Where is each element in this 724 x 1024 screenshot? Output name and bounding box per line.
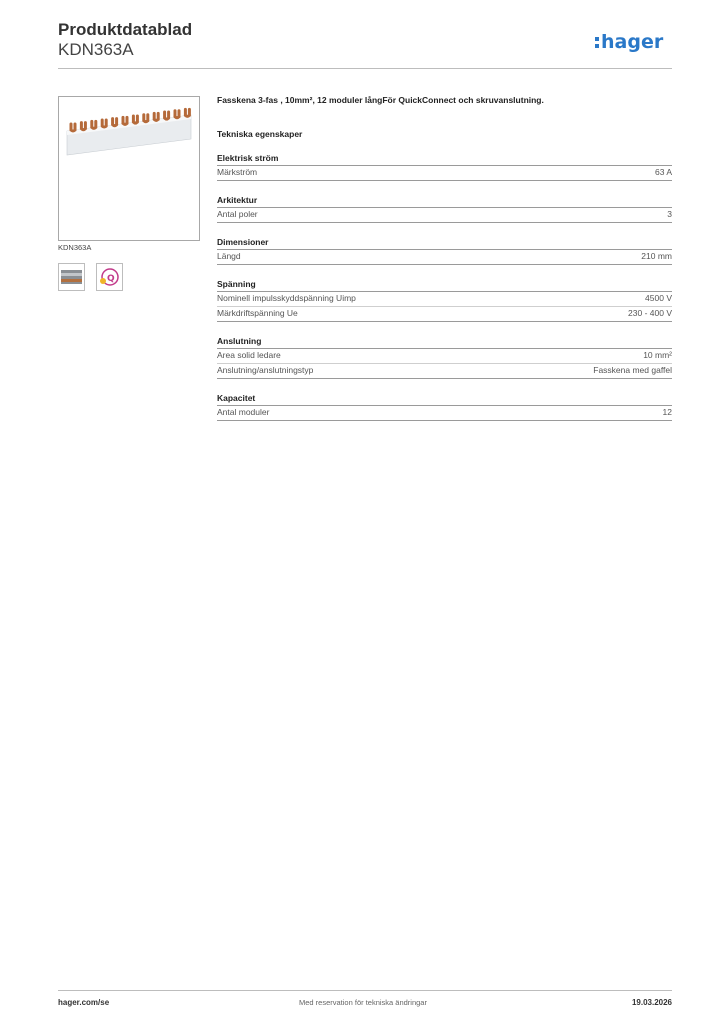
spec-label: Längd (217, 251, 241, 261)
busbar-pin (81, 123, 85, 130)
spec-group-electric-current (217, 153, 672, 181)
spec-group-title: Anslutning (217, 336, 672, 349)
spec-row (217, 364, 672, 379)
spec-group-connection (217, 336, 672, 379)
spec-group-title: Elektrisk ström (217, 153, 672, 166)
busbar-pin (123, 117, 127, 124)
product-image-caption: KDN363A (58, 243, 92, 252)
footer-website-link[interactable]: hager.com/se (58, 998, 110, 1007)
busbar-illustration (59, 97, 199, 240)
header-divider (58, 68, 672, 69)
busbar-pin (185, 109, 189, 116)
spec-row (217, 166, 672, 181)
spec-group-architecture (217, 195, 672, 223)
spec-value: 12 (662, 407, 672, 417)
spec-value: 3 (667, 209, 672, 219)
spec-label: Antal moduler (217, 407, 270, 417)
spec-group-title: Spänning (217, 279, 672, 292)
spec-group-dimensions (217, 237, 672, 265)
spec-label: Nominell impulsskyddspänning Uimp (217, 293, 356, 303)
busbar-pin (71, 124, 75, 131)
spec-group-voltage (217, 279, 672, 322)
spec-row (217, 349, 672, 364)
footer-divider (58, 990, 672, 991)
spec-row (217, 307, 672, 322)
product-image (58, 96, 200, 241)
busbar-pin (92, 121, 96, 128)
spec-value: 230 - 400 V (628, 308, 672, 318)
busbar-pin (113, 119, 117, 126)
busbar-pin (144, 115, 148, 122)
spec-value: 210 mm (641, 251, 672, 261)
spec-row (217, 208, 672, 223)
spec-group-title: Arkitektur (217, 195, 672, 208)
busbar-pin (133, 116, 137, 123)
product-photo-thumbnail[interactable] (58, 263, 85, 291)
spec-value: 10 mm² (643, 350, 672, 360)
product-description: Fasskena 3-fas , 10mm², 12 moduler långFör QuickConnect och skruvanslutning. (217, 95, 544, 105)
spec-label: Anslutning/anslutningstyp (217, 365, 314, 375)
product-code: KDN363A (58, 40, 134, 59)
spec-label: Märkström (217, 167, 258, 177)
page-title: Produktdatablad (58, 20, 193, 39)
spec-row (217, 250, 672, 265)
busbar-pin (175, 111, 179, 118)
spec-value: Fasskena med gaffel (593, 365, 672, 375)
spec-group-title: Kapacitet (217, 393, 672, 406)
spec-label: Märkdriftspänning Ue (217, 308, 298, 318)
spec-group-title: Dimensioner (217, 237, 672, 250)
footer-disclaimer: Med reservation för tekniska ändringar (299, 998, 427, 1007)
spec-value: 4500 V (645, 293, 672, 303)
quickconnect-badge-icon[interactable] (96, 263, 123, 291)
spec-row (217, 406, 672, 421)
hager-logo (594, 28, 674, 56)
spec-value: 63 A (654, 167, 672, 177)
svg-text:Q: Q (107, 274, 115, 284)
specs-section-title: Tekniska egenskaper (217, 129, 303, 139)
busbar-pin (102, 120, 106, 127)
svg-text:hager: hager (601, 31, 664, 53)
product-content (217, 95, 672, 421)
spec-label: Area solid ledare (217, 350, 281, 360)
spec-label: Antal poler (217, 209, 258, 219)
busbar-pin (154, 113, 158, 120)
spec-row (217, 292, 672, 307)
busbar-pin (165, 112, 169, 119)
spec-group-capacity (217, 393, 672, 421)
footer-date: 19.03.2026 (631, 998, 672, 1007)
